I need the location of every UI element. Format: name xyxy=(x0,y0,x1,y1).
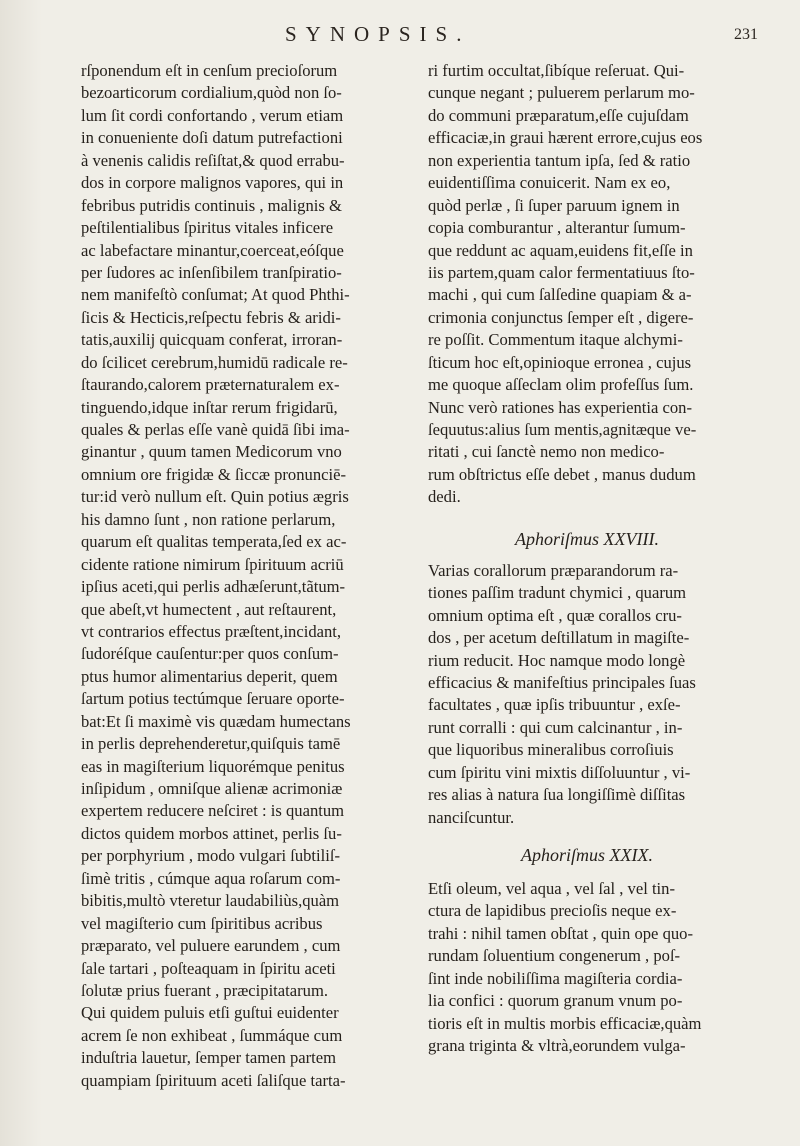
text-line: rium reducit. Hoc namque modo longè xyxy=(428,650,686,670)
text-line: his damno ſunt , non ratione perlarum, xyxy=(81,509,336,529)
text-line: machi , qui cum ſalſedine quapiam & a- xyxy=(428,285,692,305)
text-line: acrem ſe non exhibeat , ſummáque cum xyxy=(81,1025,343,1045)
text-line: lum ſit cordi confortando , verum etiam xyxy=(81,105,344,125)
text-line: tiones paſſim tradunt chymici , quarum xyxy=(428,583,687,603)
text-line: in perlis deprehenderetur,quiſquis tamē xyxy=(81,734,341,754)
text-line: omnium optima eſt , quæ corallos cru- xyxy=(428,605,682,625)
left-text-column xyxy=(81,60,406,1092)
text-line: nanciſcuntur. xyxy=(428,807,515,827)
text-line: ſint inde nobiliſſima magiſteria cordia- xyxy=(428,968,683,988)
page-number: 231 xyxy=(734,26,758,43)
text-line: per porphyrium , modo vulgari ſubtiliſ- xyxy=(81,846,341,866)
text-line: ſale tartari , poſteaquam in ſpiritu aceti xyxy=(81,958,336,978)
text-line: induſtria lauetur, ſemper tamen partem xyxy=(81,1048,337,1068)
aphorism-28-body xyxy=(428,560,746,829)
text-line: ſolutæ prius fuerant , præcipitatarum. xyxy=(81,980,329,1000)
text-line: expertem reducere neſciret : is quantum xyxy=(81,801,345,821)
text-line: Qui quidem puluis etſi guſtui euidenter xyxy=(81,1003,339,1023)
text-line: per ſudores ac inſenſibilem tranſpiratio- xyxy=(81,262,342,282)
text-line: tioris eſt in multis morbis efficaciæ,quàm xyxy=(428,1013,702,1033)
text-line: tatis,auxilij quicquam conferat, irroran- xyxy=(81,330,343,350)
text-line: que reddunt ac aquam,euidens fit,eſſe in xyxy=(428,240,693,260)
text-line: bat:Et ſi maximè vis quædam humectans xyxy=(81,711,351,731)
text-line: me quoque aſſeclam olim profeſſus ſum. xyxy=(428,375,694,395)
text-line: ſicis & Hecticis,reſpectu febris & aridi- xyxy=(81,307,341,327)
text-line: ptus humor alimentarius deperit, quem xyxy=(81,666,338,686)
text-line: que abeſt,vt humectent , aut reſtaurent, xyxy=(81,599,337,619)
right-intro-paragraph xyxy=(428,60,746,509)
text-line: ſequutus:alius ſum mentis,agnitæque ve- xyxy=(428,420,697,439)
text-line: re poſſit. Commentum itaque alchymi- xyxy=(428,330,683,350)
running-title: SYNOPSIS. xyxy=(285,22,471,46)
text-line: crimonia conjunctus ſemper eſt , digere- xyxy=(428,307,694,327)
text-line: quòd perlæ , ſi ſuper paruum ignem in xyxy=(428,195,680,215)
text-line: iis partem,quam calor fermentatiuus ſto- xyxy=(428,262,695,282)
text-line: dictos quidem morbos attinet, perlis ſu- xyxy=(81,823,342,843)
text-line: ginantur , quum tamen Medicorum vno xyxy=(81,442,342,462)
aphorism-29-body xyxy=(428,878,746,1058)
aphorism-29-heading: Aphoriſmus XXIX. xyxy=(521,845,653,865)
aphorism-28-heading: Aphoriſmus XXVIII. xyxy=(515,528,659,549)
text-line: tur:id verò nullum eſt. Quin potius ægris xyxy=(81,487,349,507)
right-text-column xyxy=(428,60,746,1058)
text-line: ſartum potius tectúmque ſeruare oporte- xyxy=(81,689,345,709)
text-line: peſtilentialibus ſpiritus vitales inficere xyxy=(81,218,334,238)
text-line: que liquoribus mineralibus corroſiuis xyxy=(428,740,674,760)
text-line: trahi : nihil tamen obſtat , quin ope quo- xyxy=(428,923,693,943)
text-line: dos , per acetum deſtillatum in magiſte- xyxy=(428,628,690,648)
text-line: vt contrarios effectus præſtent,incidant, xyxy=(81,621,342,641)
text-line: ſimè tritis , cúmque aqua roſarum com- xyxy=(81,868,341,888)
text-line: quarum eſt qualitas temperata,ſed ex ac- xyxy=(81,532,347,552)
text-line: res alias à natura ſua longiſſimè diſſitas xyxy=(428,785,686,805)
text-line: Nunc verò rationes has experientia con- xyxy=(428,397,693,417)
text-line: efficacius & manifeſtius principales ſuas xyxy=(428,672,696,692)
text-line: ipſius aceti,qui perlis adhæſerunt,tãtum- xyxy=(81,577,346,597)
text-line: præparato, vel puluere earundem , cum xyxy=(81,936,341,956)
text-line: inſipidum , omniſque alienæ acrimoniæ xyxy=(81,779,343,798)
text-line: do ſcilicet cerebrum,humidū radicale re- xyxy=(81,352,348,372)
text-line: nem manifeſtò conſumat; At quod Phthi- xyxy=(81,285,350,305)
text-line: dedi. xyxy=(428,487,461,507)
text-line: lia confici : quorum granum vnum po- xyxy=(428,991,683,1011)
page-gutter-shadow xyxy=(0,0,42,1146)
text-line: bibitis,multò vteretur laudabiliùs,quàm xyxy=(81,891,340,911)
running-head xyxy=(0,22,800,48)
text-line: ritati , cui ſanctè nemo non medico- xyxy=(428,442,665,462)
text-line: cidente ratione nimirum ſpirituum acriū xyxy=(81,554,344,574)
text-line: ri furtim occultat,ſibíque reſeruat. Qui- xyxy=(428,61,685,80)
text-line: grana triginta & vltrà,eorundem vulga- xyxy=(428,1036,686,1056)
text-line: Varias corallorum præparandorum ra- xyxy=(428,560,679,580)
text-line: do communi præparatum,eſſe cujuſdam xyxy=(428,105,689,125)
text-line: facultates , quæ ipſis tribuuntur , exſe- xyxy=(428,695,681,715)
text-line: febribus putridis continuis , malignis & xyxy=(81,195,342,215)
text-line: eas in magiſterium liquorémque penitus xyxy=(81,756,345,776)
text-line: ctura de lapidibus precioſis neque ex- xyxy=(428,901,677,921)
text-line: vel magiſterio cum ſpiritibus acribus xyxy=(81,913,323,933)
text-line: cunque negant ; puluerem perlarum mo- xyxy=(428,83,695,103)
text-line: à venenis calidis reſiſtat,& quod errabu- xyxy=(81,150,345,170)
text-line: Etſi oleum, vel aqua , vel ſal , vel tin- xyxy=(428,879,675,898)
text-line: copia comburantur , alterantur ſumum- xyxy=(428,218,686,238)
text-line: rundam ſoluentium congenerum , poſ- xyxy=(428,946,681,966)
text-line: ac labefactare minantur,coerceat,eóſque xyxy=(81,240,344,260)
text-line: euidentiſſima conuicerit. Nam ex eo, xyxy=(428,173,671,193)
text-line: tinguendo,idque inſtar rerum frigidarū, xyxy=(81,397,338,417)
text-line: runt corralli : qui cum calcinantur , in- xyxy=(428,717,683,737)
text-line: cum ſpiritu vini mixtis diſſoluuntur , vi- xyxy=(428,762,691,782)
text-line: ſtaurando,calorem præternaturalem ex- xyxy=(81,375,340,395)
text-line: ſudoréſque cauſentur:per quos conſum- xyxy=(81,644,339,664)
text-line: rſponendum eſt in cenſum precioſorum xyxy=(81,61,338,80)
text-line: efficaciæ,in graui hærent errore,cujus eos xyxy=(428,128,703,148)
text-line: ſticum hoc eſt,opinioque erronea , cujus xyxy=(428,352,692,372)
text-line: non experientia tantum ipſa, ſed & ratio xyxy=(428,150,691,170)
text-line: omnium ore frigidæ & ſiccæ pronunciē- xyxy=(81,464,346,484)
text-line: in conueniente doſi datum putrefactioni xyxy=(81,128,343,148)
text-line: dos in corpore malignos vapores, qui in xyxy=(81,173,344,193)
text-line: bezoarticorum cordialium,quòd non ſo- xyxy=(81,83,342,103)
text-line: quampiam ſpirituum aceti ſaliſque tarta- xyxy=(81,1070,346,1090)
text-line: rum obſtrictus eſſe debet , manus dudum xyxy=(428,464,696,484)
text-line: quales & perlas eſſe vanè quidā ſibi ima- xyxy=(81,420,350,439)
